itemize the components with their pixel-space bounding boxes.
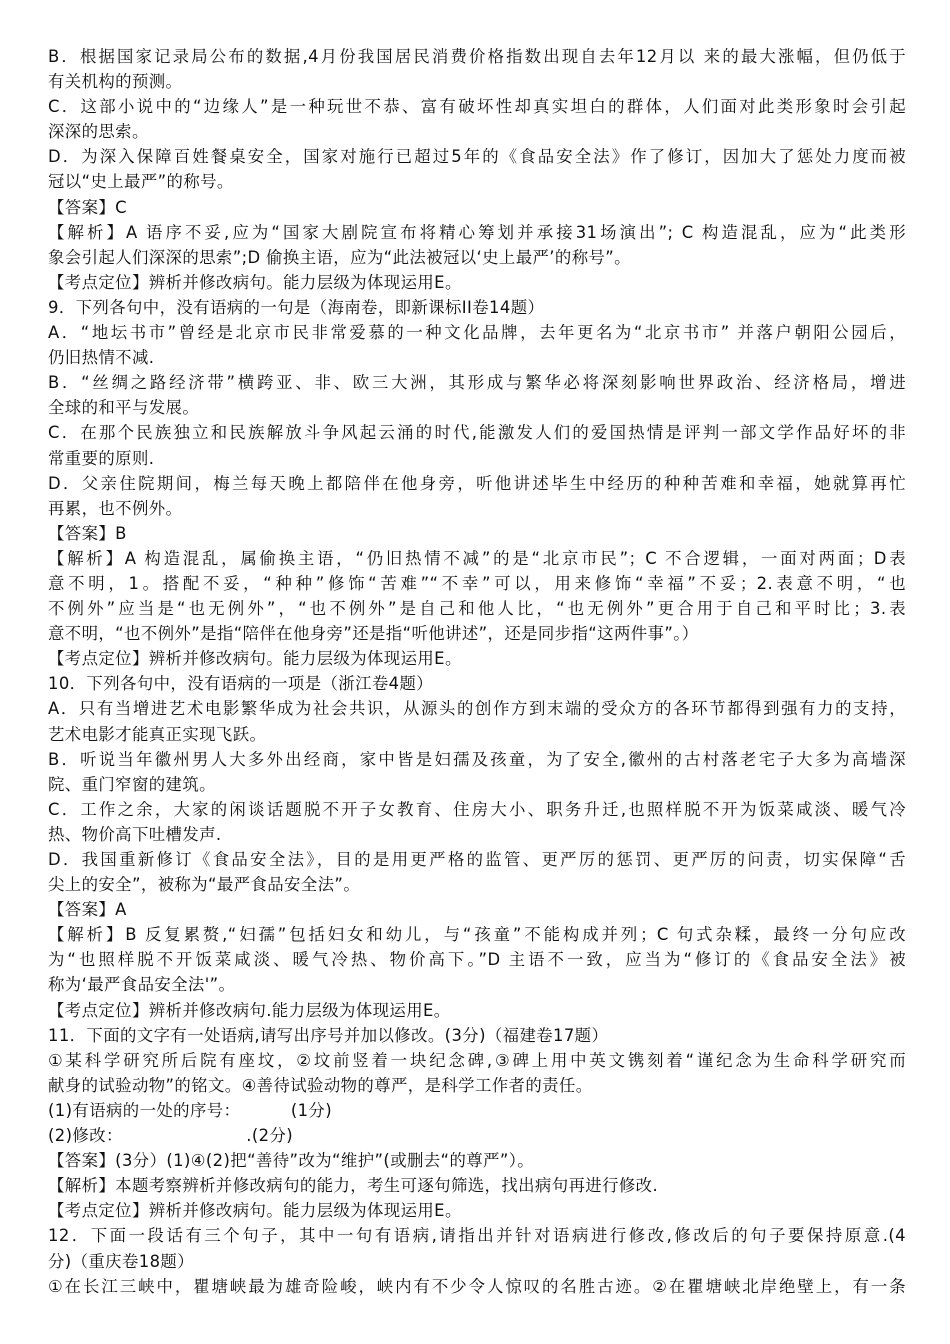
- text-line: 【考点定位】辨析并修改病句。能力层级为体现运用E。: [48, 649, 462, 669]
- text-line: 冠以“史上最严”的称号。: [48, 172, 234, 192]
- text-line: C．工作之余，大家的闲谈话题脱不开子女教育、住房大小、职务升迁,也照样脱不开为饭菜咸淡、暖气冷: [48, 799, 906, 819]
- text-line: 为“也照样脱不开饭菜咸淡、暖气冷热、物价高下。”D 主语不一致，应当为“修订的《食品安全法》被: [48, 950, 906, 970]
- text-line: 深深的思索。: [48, 122, 149, 142]
- text-line: 意不明，1。搭配不妥，“种种”修饰“苦难”“不幸”可以，用来修饰“幸福”不妥；2.表意不明，“也: [48, 573, 906, 593]
- text-line: (2)修改： .(2分): [48, 1126, 294, 1146]
- text-line: 【考点定位】辨析并修改病句.能力层级为体现运用E。: [48, 1000, 451, 1020]
- text-line: 献身的试验动物”的铭文。④善待试验动物的尊严，是科学工作者的责任。: [48, 1075, 593, 1095]
- text-line: 12．下面一段话有三个句子，其中一句有语病,请指出并针对语病进行修改,修改后的句子要保持原意.(4: [48, 1226, 906, 1246]
- text-line: 院、重门窄窗的建筑。: [48, 774, 216, 794]
- text-line: D．我国重新修订《食品安全法》，目的是用更严格的监管、更严厉的惩罚、更严厉的问责，切实保障“舌: [48, 850, 906, 869]
- text-line: 11．下面的文字有一处语病,请写出序号并加以修改。(3分)（福建卷17题）: [48, 1025, 609, 1045]
- text-line: 不例外”应当是“也无例外”，“也不例外”是自己和他人比，“也无例外”更合用于自己和平时比；3.表: [48, 599, 906, 619]
- text-line: D．父亲住院期间，梅兰每天晚上都陪伴在他身旁，听他讲述毕生中经历的种种苦难和幸福，她就算再忙: [48, 473, 906, 493]
- text-line: (1)有语病的一处的序号： (1分): [48, 1100, 333, 1120]
- text-line: C．在那个民族独立和民族解放斗争风起云涌的时代,能激发人们的爱国热情是评判一部文学作品好坏的非: [48, 423, 906, 443]
- text-line: ①在长江三峡中，瞿塘峡最为雄奇险峻，峡内有不少令人惊叹的名胜古迹。②在瞿塘峡北岸绝壁上，有一条: [48, 1276, 906, 1296]
- text-line: 【考点定位】辨析并修改病句。能力层级为体现运用E。: [48, 272, 462, 292]
- text-line: B．听说当年徽州男人大多外出经商，家中皆是妇孺及孩童，为了安全,徽州的古村落老宅子大多为高墙深: [48, 749, 906, 769]
- text-line: 再累，也不例外。: [48, 498, 183, 518]
- text-line: 【解析】A 构造混乱，属偷换主语，“仍旧热情不减”的是“北京市民”；C 不合逻辑，一面对两面；D表: [48, 548, 906, 568]
- text-line: 热、物价高下吐槽发声.: [48, 824, 222, 844]
- text-line: 【答案】B: [48, 523, 127, 543]
- text-line: 分)（重庆卷18题）: [48, 1251, 194, 1271]
- text-line: 仍旧热情不减.: [48, 348, 155, 368]
- text-line: B．根据国家记录局公布的数据,4月份我国居民消费价格指数出现自去年12月以 来的最大涨幅，但仍低于: [48, 47, 906, 66]
- text-line: 10．下列各句中，没有语病的一项是（浙江卷4题）: [48, 674, 434, 694]
- text-line: 有关机构的预测。: [48, 72, 183, 92]
- text-line: 意不明，“也不例外”是指“陪伴在他身旁”还是指“听他讲述”，还是同步指“这两件事”。）: [48, 624, 699, 644]
- text-line: 【答案】(3分）(1)④(2)把“善待”改为“维护”(或删去“的尊严”）。: [48, 1151, 535, 1171]
- text-line: B．“丝绸之路经济带”横跨亚、非、欧三大洲，其形成与繁华必将深刻影响世界政治、经济格局，增进: [48, 373, 906, 393]
- text-line: A．只有当增进艺术电影繁华成为社会共识，从源头的创作方到末端的受众方的各环节都得到强有力的支持，: [48, 699, 906, 719]
- text-line: 常重要的原则.: [48, 448, 155, 468]
- text-line: 【解析】本题考察辨析并修改病句的能力，考生可逐句筛选，找出病句再进行修改.: [48, 1176, 659, 1196]
- text-line: 【答案】A: [48, 900, 127, 920]
- text-line: C．这部小说中的“边缘人”是一种玩世不恭、富有破坏性却真实坦白的群体，人们面对此类形象时会引起: [48, 97, 906, 117]
- text-line: 艺术电影才能真正实现飞跃。: [48, 724, 267, 744]
- text-line: 象会引起人们深深的思索”;D 偷换主语，应为“此法被冠以‘史上最严’的称号”。: [48, 247, 631, 267]
- text-line: 【解析】A 语序不妥,应为“国家大剧院宣布将精心筹划并承接31场演出”; C 构造混乱，应为“此类形: [48, 222, 906, 242]
- text-line: 9．下列各句中，没有语病的一句是（海南卷，即新课标II卷14题）: [48, 297, 545, 317]
- text-line: 尖上的安全”，被称为“最严食品安全法”。: [48, 875, 361, 895]
- text-line: A．“地坛书市”曾经是北京市民非常爱慕的一种文化品牌，去年更名为“北京书市” 并落户朝阳公园后，: [48, 323, 906, 343]
- text-line: D．为深入保障百姓餐桌安全，国家对施行已超过5年的《食品安全法》作了修订，因加大了惩处力度而被: [48, 147, 906, 167]
- text-line: 【答案】C: [48, 197, 128, 217]
- document-page: [48, 44, 906, 1299]
- text-line: 称为‘最严食品安全法'”。: [48, 975, 236, 995]
- text-line: ①某科学研究所后院有座坟，②坟前竖着一块纪念碑,③碑上用中英文镌刻着“谨纪念为生命科学研究而: [48, 1050, 906, 1070]
- text-line: 全球的和平与发展。: [48, 398, 200, 418]
- text-line: 【考点定位】辨析并修改病句。能力层级为体现运用E。: [48, 1201, 462, 1221]
- text-line: 【解析】B 反复累赘,“妇孺”包括妇女和幼儿，与“孩童”不能构成并列；C 句式杂糅，最终一分句应改: [48, 925, 906, 945]
